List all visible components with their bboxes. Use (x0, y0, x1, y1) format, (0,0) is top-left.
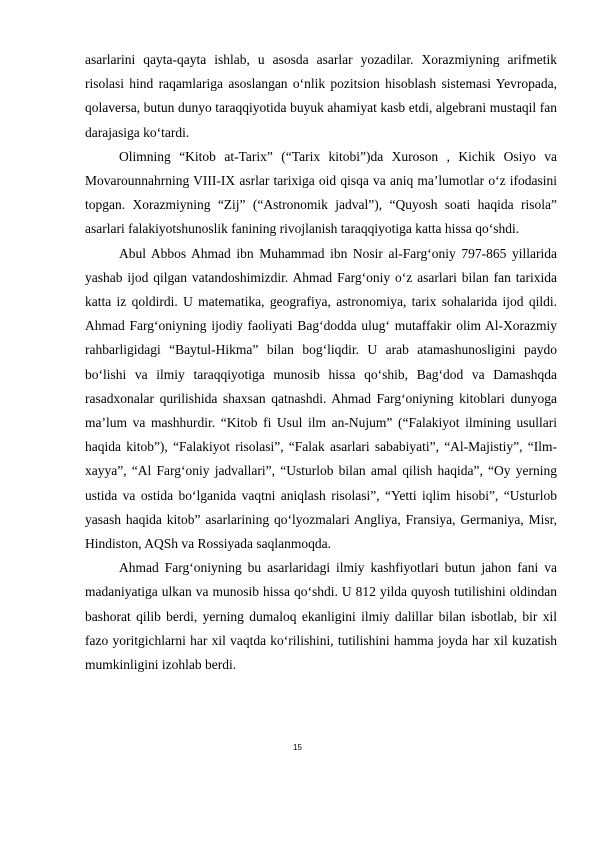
page-number: 15 (293, 743, 302, 752)
page-body (85, 48, 557, 677)
paragraph-2: Olimning “Kitob at-Tarix” (“Tarix kitobi”)da Xuroson , Kichik Osiyo va Movarounnahrning VIII-IX asrlar tarixiga oid qisqa va aniq ma’lumotlar o‘z ifodasini topgan. Xorazmiyning “Zij” (“Astronomik jadval”), “Quyosh soati haqida risola” asarlari falakiyotshunoslik fanining rivojlanish taraqqiyotiga katta hissa qo‘shdi. (85, 148, 557, 237)
paragraph-3: Abul Abbos Ahmad ibn Muhammad ibn Nosir al-Farg‘oniy 797-865 yillarida yashab ijod qilgan vatandoshimizdir. Ahmad Farg‘oniy o‘z asarlari bilan fan tarixida katta iz qoldirdi. U matematika, geografiya, astronomiya, tarix sohalarida ijod qildi. Ahmad Farg‘oniyning ijodiy faoliyati Bag‘dodda ulug‘ mutaffakir olim Al-Xorazmiy rahbarligidagi “Baytul-Hikma” bilan bog‘liqdir. U arab atamashunosligini paydo bo‘lishi va ilmiy taraqqiyotiga munosib hissa qo‘shib, Bag‘dod va Damashqda rasadxonalar qurilishida shaxsan qatnashdi. Ahmad Farg‘oniyning kitoblari dunyoga ma’lum va mashhurdir. “Kitob fi Usul ilm an-Nujum” (“Falakiyot ilmining usullari haqida kitob”), “Falakiyot risolasi”, “Falak asarlari sababiyati”, “Al-Majistiy”, “Ilm-xayya”, “Al Farg‘oniy jadvallari”, “Usturlob bilan amal qilish haqida”, “Oy yerning ustida va ostida bo‘lganida vaqtni aniqlash risolasi”, “Yetti iqlim hisobi”, “Usturlob yasash haqida kitob” asarlarining qo‘lyozmalari Angliya, Fransiya, Germaniya, Misr, Hindiston, AQSh va Rossiyada saqlanmoqda. (85, 245, 557, 552)
paragraph-4: Ahmad Farg‘oniyning bu asarlaridagi ilmiy kashfiyotlari butun jahon fani va madaniyatiga ulkan va munosib hissa qo‘shdi. U 812 yilda quyosh tutilishini oldindan bashorat qilib berdi, yerning dumaloq ekanligini ilmiy dalillar bilan isbotlab, bir xil fazo yoritgichlarni har xil vaqtda ko‘rilishini, tutilishini hamma joyda har xil kuzatish mumkinligini izohlab berdi. (85, 560, 557, 673)
paragraph-1: asarlarini qayta-qayta ishlab, u asosda asarlar yozadilar. Xorazmiyning arifmetik risolasi hind raqamlariga asoslangan o‘nlik pozitsion hisoblash sistemasi Yevropada, qolaversa, butun dunyo taraqqiyotida buyuk ahamiyat kasb etdi, algebrani mustaqil fan darajasiga ko‘tardi. (85, 52, 557, 140)
